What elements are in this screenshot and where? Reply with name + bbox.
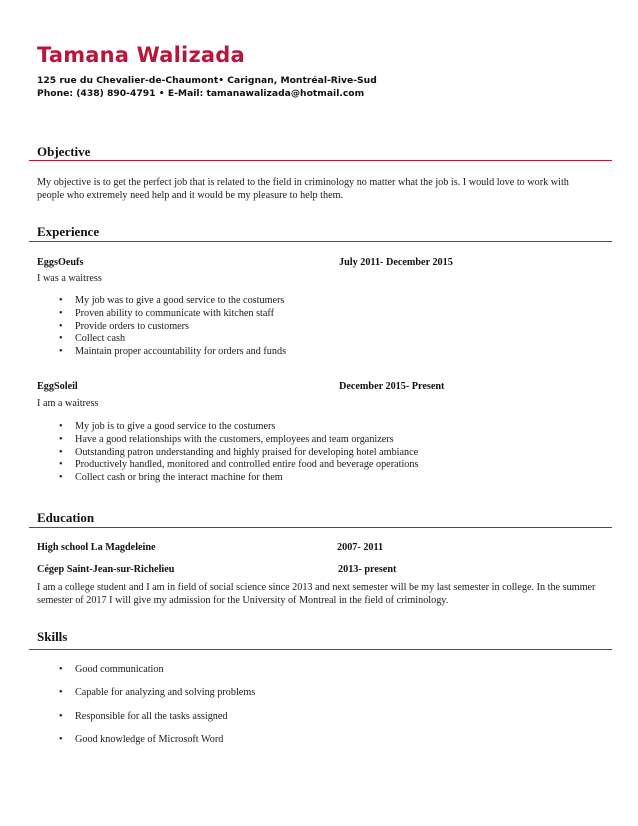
duty-text: My job is to give a good service to the costumers	[75, 421, 276, 432]
job-employer: EggSoleil	[37, 381, 78, 392]
duty-text: Outstanding patron understanding and highly praised for developing hotel ambiance	[75, 446, 419, 458]
duty-text: Provide orders to customers	[75, 320, 190, 332]
duty-text: My job was to give a good service to the costumers	[75, 295, 285, 306]
job-dates: December 2015- Present	[339, 381, 445, 392]
section-divider	[29, 160, 612, 161]
bullet-icon: •	[59, 446, 63, 458]
job-role: I was a waitress	[37, 273, 102, 284]
contact-line: Phone: (438) 890-4791 • E-Mail: tamanawalizada@hotmail.com	[37, 88, 365, 99]
duty-text: Productively handled, monitored and controlled entire food and beverage operations	[75, 459, 419, 471]
bullet-icon: •	[59, 433, 63, 445]
candidate-name: Tamana Walizada	[37, 43, 245, 67]
job-duties-list	[0, 295, 286, 359]
skill-text: Good communication	[75, 664, 164, 675]
objective-heading: Objective	[37, 144, 91, 159]
school-dates: 2013- present	[338, 564, 397, 575]
skills-list	[0, 658, 255, 752]
skill-text: Good knowledge of Microsoft Word	[75, 734, 224, 746]
job-duties-list	[0, 421, 418, 485]
bullet-icon: •	[59, 295, 63, 306]
section-divider	[29, 649, 612, 650]
skill-text: Responsible for all the tasks assigned	[75, 710, 228, 722]
skills-heading: Skills	[37, 629, 68, 644]
list-item	[0, 459, 418, 472]
section-divider	[29, 527, 612, 528]
job-dates: July 2011- December 2015	[339, 257, 453, 268]
bullet-icon: •	[59, 333, 63, 345]
school-name: Cégep Saint-Jean-sur-Richelieu	[37, 564, 175, 575]
bullet-icon: •	[59, 346, 63, 358]
school-name: High school La Magdeleine	[37, 542, 156, 553]
list-item	[0, 728, 255, 751]
list-item	[0, 308, 286, 321]
skill-text: Capable for analyzing and solving problems	[75, 687, 256, 699]
job-role: I am a waitress	[37, 398, 99, 409]
list-item	[0, 421, 418, 434]
list-item	[0, 681, 255, 704]
duty-text: Have a good relationships with the customers, employees and team organizers	[75, 433, 394, 445]
duty-text: Collect cash or bring the interact machine for them	[75, 472, 283, 484]
address-line: 125 rue du Chevalier-de-Chaumont• Carignan, Montréal-Rive-Sud	[37, 75, 377, 86]
list-item	[0, 321, 286, 334]
list-item	[0, 658, 255, 681]
bullet-icon: •	[59, 320, 63, 332]
school-dates: 2007- 2011	[337, 542, 384, 553]
list-item	[0, 295, 286, 308]
list-item	[0, 346, 286, 359]
list-item	[0, 472, 418, 485]
list-item	[0, 705, 255, 728]
job-employer: EggsOeufs	[37, 257, 84, 268]
bullet-icon: •	[59, 472, 63, 484]
duty-text: Maintain proper accountability for orders and funds	[75, 346, 287, 358]
experience-heading: Experience	[37, 224, 100, 239]
bullet-icon: •	[59, 307, 63, 319]
objective-text: My objective is to get the perfect job that is related to the field in criminology no matter what the job is. I would love to work with people who extremely need help and it would be my pleasure to help them.	[37, 177, 569, 201]
bullet-icon: •	[59, 687, 63, 699]
list-item	[0, 434, 418, 447]
education-text: I am a college student and I am in field of social science since 2013 and next semester will be my last semester in college. In the summer semester of 2017 I will give my admission for the University of Montreal in the field of criminology.	[37, 582, 596, 606]
bullet-icon: •	[59, 421, 63, 432]
education-heading: Education	[37, 510, 95, 525]
bullet-icon: •	[59, 664, 63, 675]
bullet-icon: •	[59, 734, 63, 746]
list-item	[0, 447, 418, 460]
list-item	[0, 333, 286, 346]
duty-text: Proven ability to communicate with kitchen staff	[75, 307, 274, 319]
bullet-icon: •	[59, 710, 63, 722]
duty-text: Collect cash	[75, 333, 126, 345]
bullet-icon: •	[59, 459, 63, 471]
section-divider	[29, 241, 612, 242]
